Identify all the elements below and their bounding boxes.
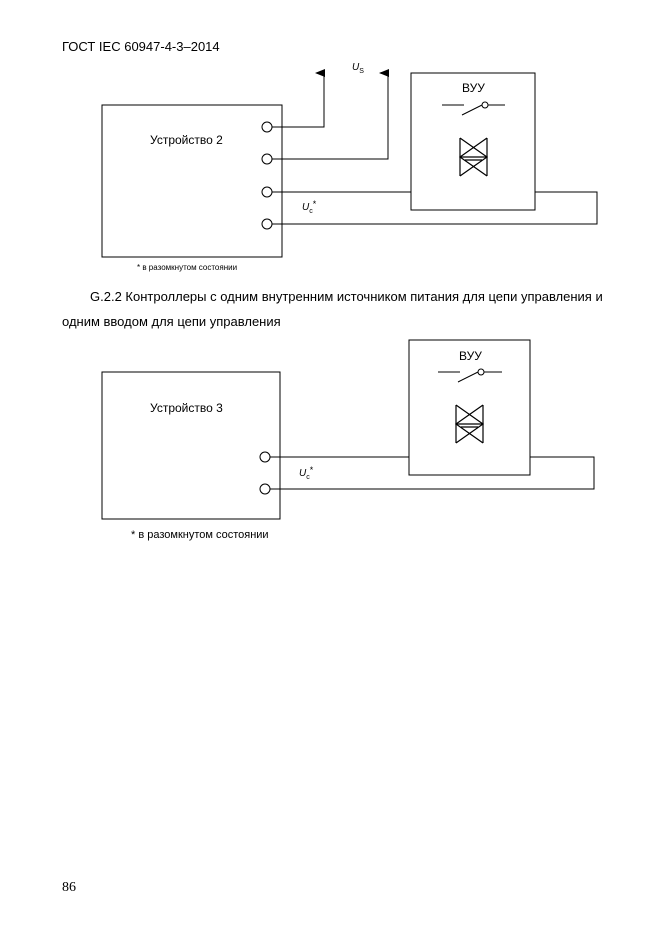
uc2-wire-right — [270, 457, 594, 489]
page-number: 86 — [62, 880, 76, 895]
terminal-a — [260, 452, 270, 462]
vuu-label: ВУУ — [462, 81, 485, 95]
figure-1-circuit-diagram — [0, 0, 661, 280]
us-wire-1 — [272, 73, 324, 127]
uc-label: $U_c*$ — [302, 199, 317, 215]
section-line-1: G.2.2 Контроллеры с одним внутренним источником питания для цепи управления и — [90, 289, 603, 304]
switch-symbol — [442, 102, 505, 115]
terminal-1 — [262, 122, 272, 132]
terminal-4 — [262, 219, 272, 229]
device-3-label: Устройство 3 — [150, 401, 223, 415]
section-line-2: одним вводом для цепи управления — [62, 314, 281, 329]
device-2-box — [102, 105, 282, 257]
document-header: ГОСТ IEC 60947-4-3–2014 — [62, 39, 220, 54]
terminal-3 — [262, 187, 272, 197]
device-2-label: Устройство 2 — [150, 133, 223, 147]
switch-symbol-2 — [438, 369, 502, 382]
triac-symbol — [460, 138, 487, 176]
uc2-label: $U_c*$ — [299, 465, 314, 481]
figure-1-footnote: * в разомкнутом состоянии — [137, 263, 238, 272]
us-wire-2 — [272, 73, 388, 159]
terminal-2 — [262, 154, 272, 164]
us-label: $U_S$ — [352, 62, 364, 75]
uc-wire-right — [272, 192, 597, 224]
terminal-b — [260, 484, 270, 494]
figure-2-circuit-diagram — [0, 330, 661, 560]
section-heading-paragraph — [62, 284, 637, 334]
device-3-box — [102, 372, 280, 519]
figure-2-footnote: * в разомкнутом состоянии — [131, 529, 269, 541]
vuu-label-2: ВУУ — [459, 349, 482, 363]
triac-symbol-2 — [456, 405, 483, 443]
